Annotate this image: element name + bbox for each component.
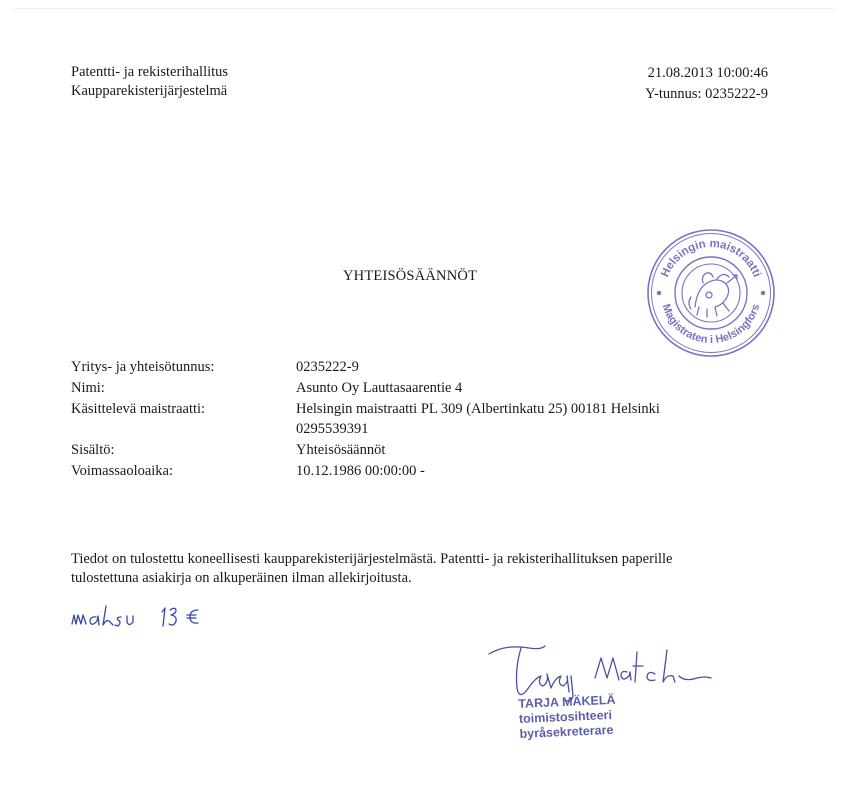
system-name: Kaupparekisterijärjestelmä bbox=[71, 83, 228, 99]
field-row-business-id bbox=[71, 358, 660, 378]
print-notice bbox=[71, 550, 791, 588]
document-title: YHTEISÖSÄÄNNÖT bbox=[343, 268, 478, 284]
field-label: Käsittelevä maistraatti: bbox=[71, 401, 206, 417]
svg-text:Magistraten i Helsingfors bbox=[660, 302, 763, 346]
office-phone: 0295539391 bbox=[296, 420, 369, 437]
field-row-content bbox=[71, 441, 660, 461]
signatory-title-sv: byråsekreterare bbox=[519, 722, 614, 741]
field-row-registry-office bbox=[71, 400, 660, 439]
field-value bbox=[296, 400, 660, 439]
field-label: Yritys- ja yhteisötunnus: bbox=[71, 359, 215, 375]
print-datetime: 21.08.2013 10:00:46 bbox=[647, 65, 768, 81]
signatory-name: TARJA MÄKELÄ bbox=[518, 692, 616, 711]
stamp-bottom-text: Magistraten i Helsingfors bbox=[659, 302, 763, 347]
field-value: 10.12.1986 00:00:00 - bbox=[296, 462, 425, 479]
office-address: Helsingin maistraatti PL 309 (Albertinkatu 25) 00181 Helsinki bbox=[296, 401, 660, 417]
field-row-name bbox=[71, 379, 660, 399]
page-top-border bbox=[14, 8, 834, 9]
field-value: Yhteisösäännöt bbox=[296, 441, 386, 458]
field-label: Nimi: bbox=[71, 380, 105, 396]
signatory-title-fi: toimistosihteeri bbox=[518, 707, 613, 726]
official-stamp bbox=[645, 227, 777, 359]
svg-text:Helsingin maistraatti bbox=[659, 238, 763, 279]
header-organization bbox=[71, 63, 228, 101]
handwritten-fee-note bbox=[70, 598, 220, 636]
document-details bbox=[71, 358, 660, 483]
stamp-top-text: Helsingin maistraatti bbox=[659, 237, 763, 279]
field-label: Sisältö: bbox=[71, 441, 115, 458]
lion-crest-icon bbox=[689, 273, 737, 317]
business-id: Y-tunnus: 0235222-9 bbox=[645, 86, 768, 102]
notice-line-2: tulostettuna asiakirja on alkuperäinen ilman allekirjoitusta. bbox=[71, 570, 412, 586]
notice-line-1: Tiedot on tulostettu koneellisesti kaupparekisterijärjestelmästä. Patentti- ja rekisterihallituksen paperille bbox=[71, 551, 673, 567]
field-value: Asunto Oy Lauttasaarentie 4 bbox=[296, 380, 463, 396]
field-label: Voimassaoloaika: bbox=[71, 462, 174, 479]
field-value: 0235222-9 bbox=[296, 359, 359, 375]
signatory-stamp bbox=[518, 693, 617, 742]
field-row-validity bbox=[71, 462, 660, 482]
header-meta bbox=[645, 63, 768, 105]
organization-name: Patentti- ja rekisterihallitus bbox=[71, 64, 229, 80]
